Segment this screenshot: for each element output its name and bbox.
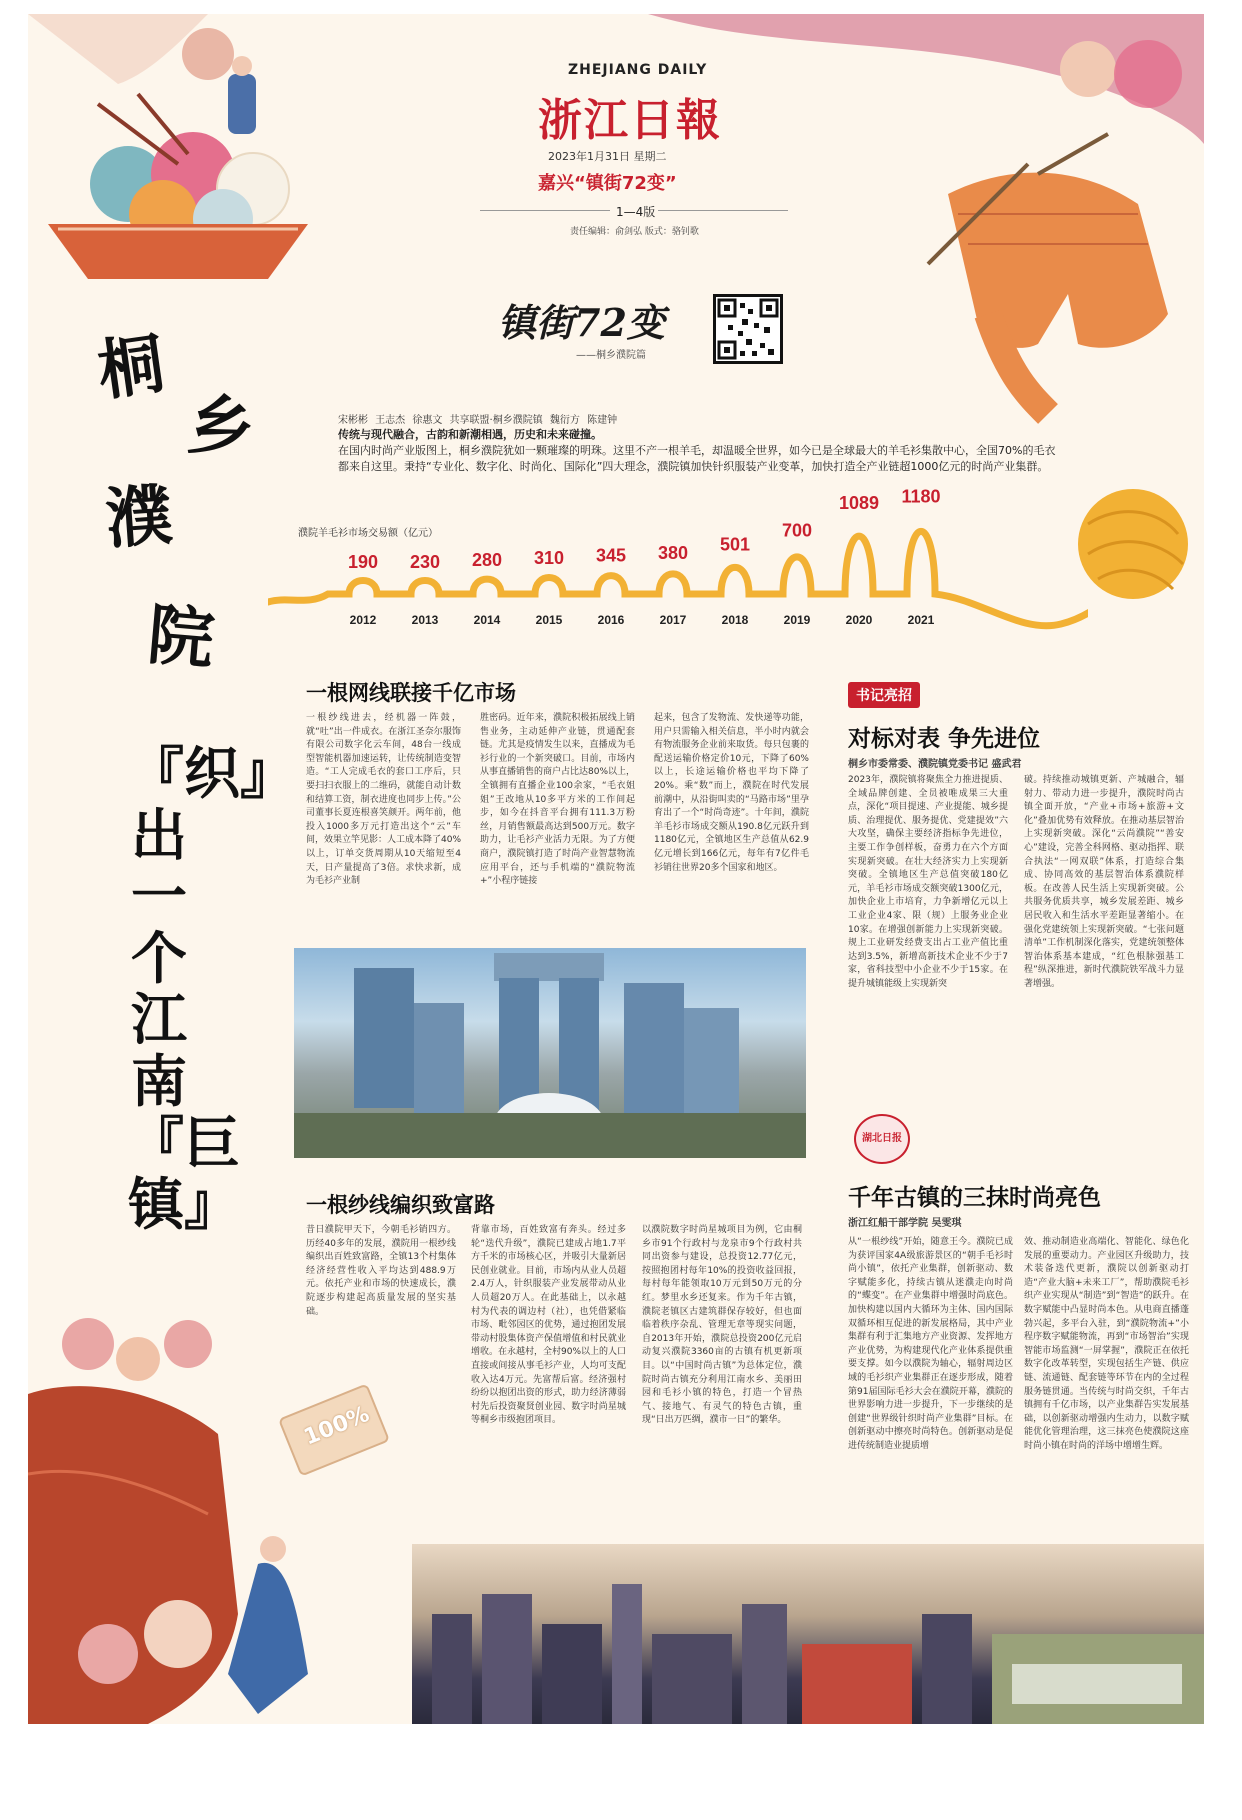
data-label: 190	[347, 552, 379, 572]
series-subtitle: ——桐乡濮院篇	[576, 350, 646, 361]
place-title-char: 院	[144, 595, 218, 679]
series-logo: 镇街72变	[498, 300, 665, 345]
lead-line-1: 传统与现代融合，古韵和新潮相遇，历史和未来碰撞。	[338, 428, 602, 441]
x-tick-label: 2014	[473, 613, 501, 627]
commentary-badge	[854, 1114, 910, 1164]
section1-column-1: 一根纱线进去，经机器一阵鼓，就“吐”出一件成衣。在浙江圣奈尔服饰有限公司数字化云车间，48台一线成型智能机器加速运转，让传统制造变智造。“工人完成毛衣的套口工序后，只要扫扫衣服上的二维码，就能自动计数和结算工资，制衣进度也同步上传。”公司董事长夏连根喜笑颜开。两年前，他投入1000多万元打造出这个“云”车间，效果立竿见影：人工成本降了40%以上，订单交货周期从10天缩短至4天，日产量提高了3倍。求快求新，成为毛衫产业制	[306, 713, 462, 887]
authors-line: 宋彬彬 王志杰 徐惠文 共享联盟·桐乡濮院镇 魏衍方 陈建钟	[338, 415, 618, 426]
qr-pattern	[716, 297, 780, 361]
section1-title: 一根网线联接千亿市场	[306, 681, 516, 705]
x-tick-label: 2015	[535, 613, 563, 627]
x-tick-label: 2021	[907, 613, 935, 627]
data-label: 280	[471, 550, 503, 571]
section1-column-2: 胜密码。近年来，濮院积极拓展线上销售业务，主动延伸产业链，贯通配套链。尤其是疫情发生以来，直播成为毛衫行业的一个新突破口。目前，市场内从事直播销售的商户占比达80%以上，全镇拥有直播企业100余家，“毛衣姐姐”王改地从10多平方米的工作间起步，如今在抖音平台拥有111.3万粉丝，月销售额最高达到500万元。数字助力，让毛衫产业活力无限。为了方便商户，濮院镇打造了时尚产业智慧物流应用平台，还与手机端的“濮院物流+”小程序链接	[480, 713, 636, 887]
section2-column-2: 背靠市场，百姓致富有奔头。经过多轮“迭代升级”，濮院已建成占地1.7平方千米的市场核心区，并吸引大量新居民创业就业。目前，市场内从业人员超2.4万人，针织服装产业发展带动从业人员超20万人。在此基础上，以永越村为代表的调边村（社），也凭借紧临市场、毗邻园区的优势，通过抱团发展带动村股集体资产保值增值和村民就业增收。在永越村，全村90%以上的人口直接或间接从事毛衫产业，人均可支配收入达4万元。先富帮后富。经济强村纷纷以抱团出资的形式，助力经济薄弱村先后投资聚贤创业园、数字时尚星城等桐乡市级抱团项目。	[471, 1225, 627, 1426]
commentary-tag: 书记亮招	[848, 682, 920, 708]
place-title-char: 濮	[103, 475, 175, 559]
right-top-column-2: 破。持续推动城镇更新、产城融合，辐射力、带动力进一步提升，濮院时尚古镇全面开放，“产业+市场+旅游+文化”叠加优势有效释放。在推动基层智治上实现新突破。深化“云尚濮院”“善安心”建设，完善全科网格、驱动指挥、联合执法“一网双联”体系，打造综合集成、协同高效的基层智治体系濮院样板。在改善人民生活上实现新突破。公共服务优质共享，城乡发展差距、城乡居民收入和生活水平差距显著缩小。在强化党建统领上实现新突破。“七张问题清单”工作机制深化落实，党建统领整体智治体系基本建成，“红色根脉强基工程”纵深推进，新时代濮院铁军战斗力显著增强。	[1024, 775, 1184, 989]
price-tag-label: 100%	[300, 1401, 373, 1451]
right-top-column-1: 2023年，濮院镇将聚焦全力推进提质、全域品牌创建、全员被唯成果三大重点，深化“项目提速、产业提能、城乡提质、治理提优、服务提优、党建提效”六大攻坚，确保主要经济指标争先进位，主要工作争创样板，奋勇力在六个方面实现新突破。在壮大经济实力上实现新突破。全镇地区生产总值突破180亿元，羊毛衫市场成交额突破1300亿元，加快企业上市培育，力争新增亿元以上工业企业4家、限（规）上服务业企业10家。在增强创新能力上实现新突破。规上工业研发经费支出占工业产值比重达到3.5%，新增高新技术企业不少于7家，省科技型中小企业不少于15家。在提升城镇能级上实现新突	[848, 775, 1008, 989]
chart-title: 濮院羊毛衫市场交易额（亿元）	[298, 528, 438, 539]
x-tick-label: 2012	[349, 613, 377, 627]
data-label: 310	[533, 548, 565, 569]
editors-credit: 责任编辑：俞剑弘 版式：骆钊歌	[570, 227, 699, 237]
page-range: 1—4版	[616, 205, 656, 219]
masthead-divider	[480, 210, 610, 211]
right-bottom-title: 千年古镇的三抹时尚亮色	[848, 1185, 1101, 1211]
section2-column-1: 昔日濮院甲天下，今朝毛衫销四方。历经40多年的发展，濮院用一根纱线编织出百姓致富路，全镇13个村集体经济经营性收入平均达到488.9万元。依托产业和市场的快速成长，濮院逐步构建起高质量发展的坚实基础。	[306, 1225, 456, 1317]
town-panorama-photo	[412, 1544, 1204, 1724]
commentary-badge-label: 湖北日报	[862, 1133, 902, 1144]
masthead-english-name: ZHEJIANG DAILY	[568, 62, 708, 78]
data-label: 380	[657, 543, 689, 564]
main-vertical-headline: 『织』出一个江南『巨镇』	[128, 741, 296, 1239]
yarn-sack-illustration	[28, 1318, 308, 1724]
section1-column-3: 起来，包含了发物流、发快递等功能，用户只需输入相关信息，半小时内就会有物流服务企业前来取货。每只包裹的配送运输价格定价10元，下降了60%以上，长途运输价格也平均下降了20%。乘“数”而上，濮院在时代发展前潮中，从沿街叫卖的“马路市场”里孕育出了一个“时尚奇迹”。十年间，濮院羊毛衫市场成交额从190.8亿元跃升到1180亿元，全镇地区生产总值从62.9亿元增长到166亿元，每年有7亿件毛衫销往世界20多个国家和地区。	[654, 713, 809, 873]
qr-code-icon[interactable]	[713, 294, 783, 364]
yarn-ball-illustration	[1078, 489, 1188, 599]
place-title-char: 乡	[184, 384, 258, 470]
x-tick-label: 2017	[659, 613, 687, 627]
x-tick-label: 2013	[411, 613, 439, 627]
right-bottom-column-2: 效、推动制造业高端化、智能化、绿色化发展的重要动力。产业园区升级助力，技术装备迭代更新，濮院以创新驱动打造“产业大脑+未来工厂”，帮助濮院毛衫织产业实现从“制造”到“智造”的跃升。在数字赋能中凸显时尚本色。从电商直播蓬勃兴起，多平台入驻，到“濮院物流+”小程序数字赋能物流，再到“市场智治”实现智能市场监测“一屏掌握”，濮院正在依托数字化改革转型，实现包括生产链、供应链、流通链、配套链等环节在内的全过程服务链贯通。当传统与时尚交织，千年古镇拥有千亿市场，以产业集群告实发展基础，以创新驱动增强内生动力，以数字赋能优化管理治理，这三抹亮色使濮院这座时尚小镇在时尚的洋场中增增生辉。	[1024, 1237, 1189, 1451]
newspaper-page	[28, 14, 1204, 1724]
data-label: 230	[409, 552, 441, 572]
right-top-byline: 桐乡市委常委、濮院镇党委书记 盛武君	[848, 759, 1022, 770]
data-label: 1089	[838, 492, 880, 513]
right-top-title: 对标对表 争先进位	[848, 726, 1041, 752]
yarn-bowl-illustration	[48, 28, 308, 279]
x-tick-label: 2016	[597, 613, 625, 627]
masthead-chinese-name: 浙江日報	[538, 95, 722, 146]
section2-title: 一根纱线编织致富路	[306, 1193, 495, 1217]
data-label: 1180	[901, 486, 941, 507]
data-label: 345	[595, 545, 627, 566]
right-bottom-byline: 浙江红船干部学院 吴雯琪	[848, 1218, 962, 1229]
city-aerial-photo	[294, 948, 806, 1158]
x-tick-label: 2019	[783, 613, 811, 627]
place-title-char: 桐	[92, 323, 170, 411]
masthead-divider	[658, 210, 788, 211]
lead-paragraph	[338, 427, 1058, 475]
photo-buildings	[294, 948, 806, 1158]
section2-column-3: 以濮院数字时尚星城项目为例，它由桐乡市91个行政村与龙泉市9个行政村共同出资参与建设，总投资12.77亿元，按照抱团村每年10%的投资收益回报，每村每年能领取10万元到50万元的分红。梦里水乡还复来。作为千年古镇，濮院老镇区古建筑群保存较好，但也面临着秩序杂乱、管理无章等现实问题，自2013年开始，濮院总投资200亿元启动复兴濮院3360亩的古镇有机更新项目。以“中国时尚古镇”为总体定位，濮院时尚古镇充分利用江南水乡、美丽田园和毛衫小镇的特色，打造一个冒热气、接地气、有灵气的特色古镇，重现“日出万匹绸，濮市一日”的繁华。	[642, 1225, 802, 1426]
data-label: 501	[719, 534, 751, 555]
trade-volume-chart	[268, 484, 1088, 654]
data-label: 700	[781, 520, 813, 541]
issue-date: 2023年1月31日 星期二	[548, 150, 667, 163]
panorama-buildings	[412, 1544, 1204, 1724]
special-issue-title: 嘉兴“镇街72变”	[538, 173, 677, 194]
right-bottom-column-1: 从“一根纱线”开始，随意王今。濮院已成为获评国家4A级旅游景区的“朝手毛衫时尚小镇”，依托产业集群，创新驱动、数字赋能多化，持续古镇从迷濮走向时尚的“蝶变”。在产业集群中增强时尚底色。加快构建以国内大循环为主体、国内国际双循环相互促进的新发展格局，其中产业集群有利于汇集地方产业资源、发挥地方产业优势，为构建现代化产业体系提供重要支撑。如今以濮院为轴心，辐射周边区域的毛衫织产业集群正在逐步形成，随着第91届国际毛衫大会在濮院开幕，濮院的世界影响力进一步提升，下一步继续的是创建“世界级针织时尚产业集群”目标。在创新驱动中擦亮时尚特色。创新驱动是促进传统制造业提质增	[848, 1237, 1013, 1451]
x-tick-label: 2020	[845, 613, 873, 627]
knitted-sweater-illustration	[928, 40, 1182, 414]
lead-line-2: 在国内时尚产业版图上，桐乡濮院犹如一颗璀璨的明珠。这里不产一根羊毛，却温暖全世界，如今已是全球最大的羊毛衫集散中心，全国70%的毛衣都来自这里。秉持“专业化、数字化、时尚化、国际化”四大理念，濮院镇加快针织服装产业变革，加快打造全产业链超1000亿元的时尚产业集群。	[338, 444, 1056, 473]
x-tick-label: 2018	[721, 613, 749, 627]
